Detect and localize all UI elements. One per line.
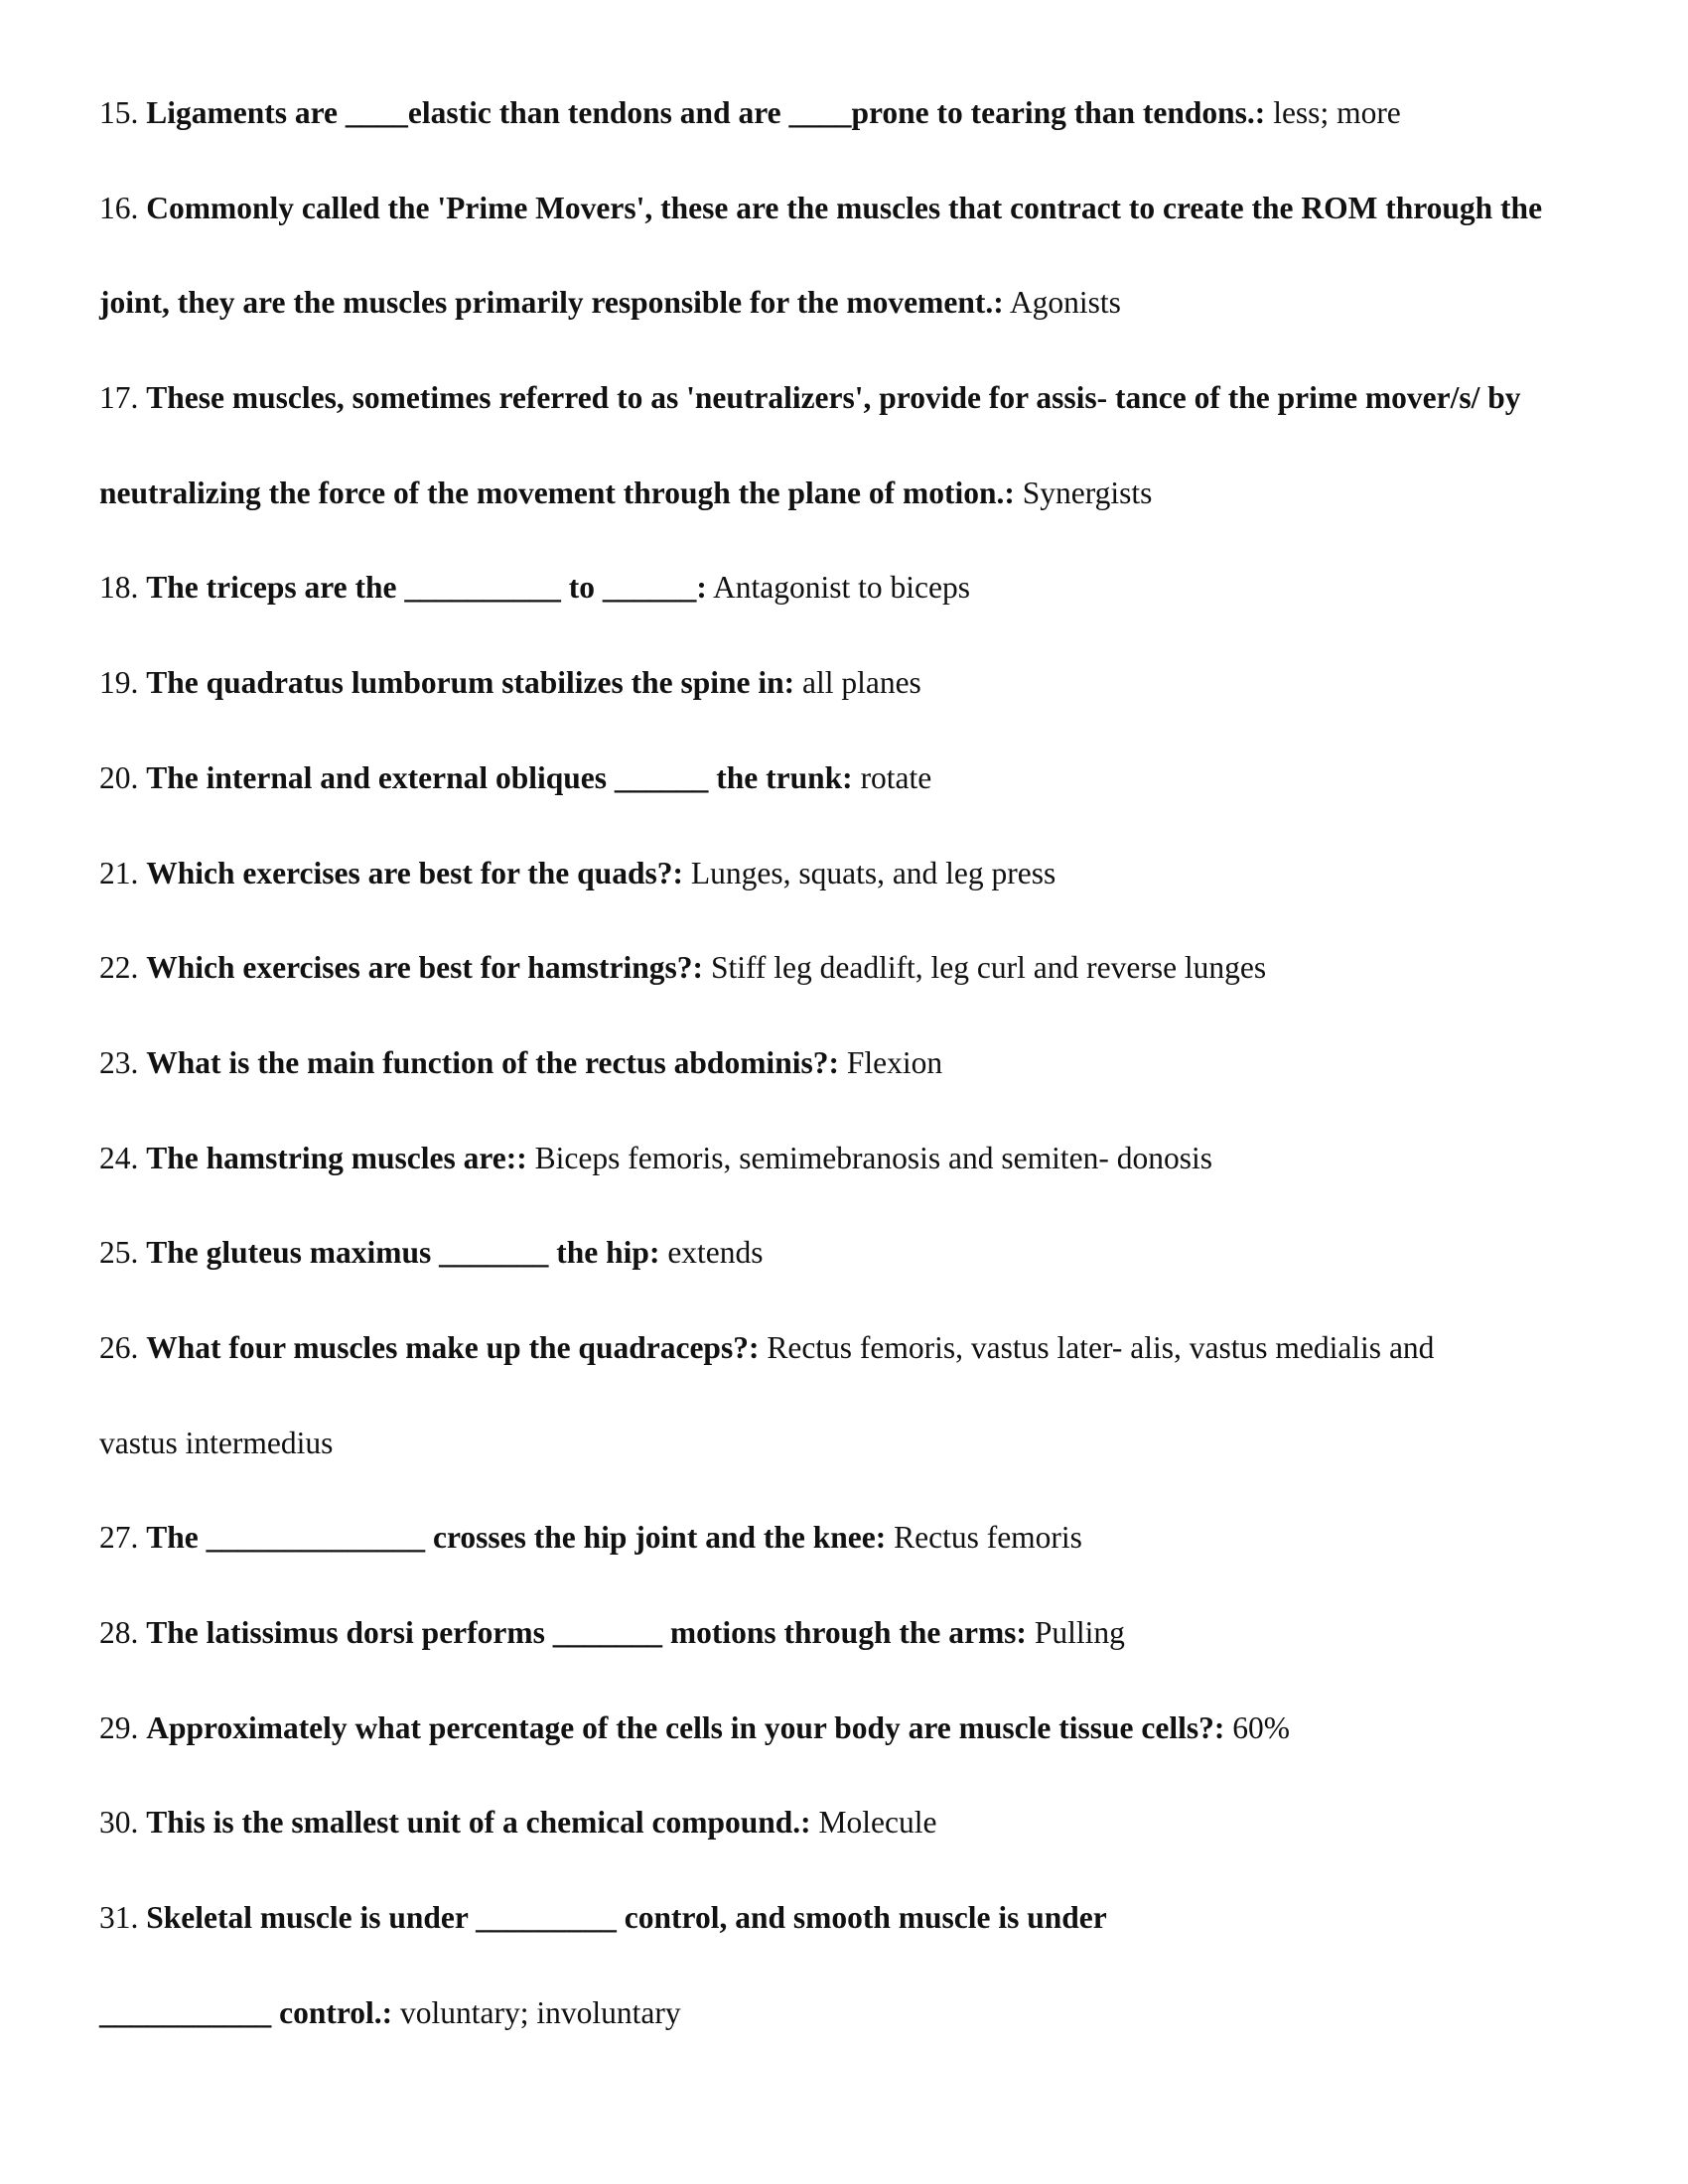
quiz-line	[99, 1993, 1589, 2089]
item-answer: Stiff leg deadlift, leg curl and reverse lunges	[703, 950, 1267, 986]
item-answer: Biceps femoris, semimebranosis and semiten- donosis	[526, 1140, 1213, 1175]
item-number: 18.	[99, 570, 139, 606]
item-number: 26.	[99, 1329, 139, 1365]
item-number: 31.	[99, 1900, 139, 1936]
item-number: 16.	[99, 190, 139, 225]
quiz-line	[99, 1803, 1589, 1898]
item-number: 23.	[99, 1044, 139, 1080]
item-question: joint, they are the muscles primarily responsible for the movement.:	[99, 285, 1004, 321]
item-answer: vastus intermedius	[99, 1425, 334, 1460]
item-number: 25.	[99, 1235, 139, 1271]
item-question: neutralizing the force of the movement through the plane of motion.:	[99, 475, 1015, 510]
item-number: 20.	[99, 759, 139, 795]
item-number: 27.	[99, 1520, 139, 1556]
quiz-line	[99, 1139, 1589, 1234]
item-question: Approximately what percentage of the cells in your body are muscle tissue cells?:	[146, 1709, 1225, 1745]
item-answer: Rectus femoris	[886, 1520, 1082, 1556]
quiz-line	[99, 283, 1589, 378]
item-answer: Agonists	[1003, 285, 1121, 321]
item-question: Which exercises are best for the quads?:	[146, 855, 683, 890]
quiz-line	[99, 854, 1589, 949]
item-answer: Pulling	[1026, 1615, 1125, 1650]
quiz-line	[99, 93, 1589, 189]
quiz-line	[99, 378, 1589, 474]
quiz-line	[99, 1328, 1589, 1424]
item-number: 28.	[99, 1615, 139, 1650]
quiz-line	[99, 568, 1589, 663]
item-question: Which exercises are best for hamstrings?:	[146, 950, 704, 986]
item-question: What is the main function of the rectus abdominis?:	[146, 1044, 839, 1080]
item-number: 17.	[99, 380, 139, 416]
item-number: 30.	[99, 1805, 139, 1841]
item-question: ___________ control.:	[99, 1994, 393, 2030]
item-question: Commonly called the 'Prime Movers', these are the muscles that contract to create the ROM through the	[146, 190, 1543, 225]
item-number: 22.	[99, 950, 139, 986]
item-answer: Flexion	[838, 1044, 943, 1080]
item-question: The hamstring muscles are::	[146, 1140, 527, 1175]
quiz-line	[99, 1043, 1589, 1139]
item-number: 15.	[99, 95, 139, 130]
item-question: The quadratus lumborum stabilizes the spine in:	[146, 665, 795, 701]
item-question: The ______________ crosses the hip joint and the knee:	[146, 1520, 887, 1556]
quiz-line	[99, 1424, 1589, 1519]
quiz-line	[99, 1708, 1589, 1804]
item-question: This is the smallest unit of a chemical compound.:	[146, 1805, 811, 1841]
quiz-line	[99, 948, 1589, 1043]
item-question: Ligaments are ____elastic than tendons and are ____prone to tearing than tendons.:	[146, 95, 1266, 130]
item-question: These muscles, sometimes referred to as 'neutralizers', provide for assis- tance of the prime mover/s/ by	[146, 380, 1521, 416]
item-answer: all planes	[794, 665, 921, 701]
quiz-line	[99, 1233, 1589, 1328]
item-answer: Antagonist to biceps	[706, 570, 970, 606]
item-answer: Lunges, squats, and leg press	[682, 855, 1056, 890]
item-question: The triceps are the __________ to ______:	[146, 570, 707, 606]
quiz-line	[99, 1898, 1589, 1993]
item-answer: voluntary; involuntary	[392, 1994, 681, 2030]
item-number: 21.	[99, 855, 139, 890]
quiz-line	[99, 663, 1589, 758]
item-answer: extends	[659, 1235, 764, 1271]
quiz-line	[99, 1518, 1589, 1613]
quiz-page	[99, 93, 1589, 2088]
item-question: The internal and external obliques ______ the trunk:	[146, 759, 853, 795]
item-answer: 60%	[1224, 1709, 1290, 1745]
item-number: 19.	[99, 665, 139, 701]
quiz-line	[99, 474, 1589, 569]
item-answer: Synergists	[1014, 475, 1153, 510]
item-answer: Molecule	[810, 1805, 937, 1841]
quiz-line	[99, 758, 1589, 854]
item-question: What four muscles make up the quadraceps?:	[146, 1329, 760, 1365]
item-answer: less; more	[1265, 95, 1401, 130]
item-number: 24.	[99, 1140, 139, 1175]
item-answer: Rectus femoris, vastus later- alis, vastus medialis and	[759, 1329, 1435, 1365]
quiz-line	[99, 189, 1589, 284]
item-number: 29.	[99, 1709, 139, 1745]
item-answer: rotate	[852, 759, 932, 795]
item-question: The latissimus dorsi performs _______ motions through the arms:	[146, 1615, 1027, 1650]
quiz-line	[99, 1613, 1589, 1708]
item-question: Skeletal muscle is under _________ control, and smooth muscle is under	[146, 1900, 1107, 1936]
item-question: The gluteus maximus _______ the hip:	[146, 1235, 660, 1271]
